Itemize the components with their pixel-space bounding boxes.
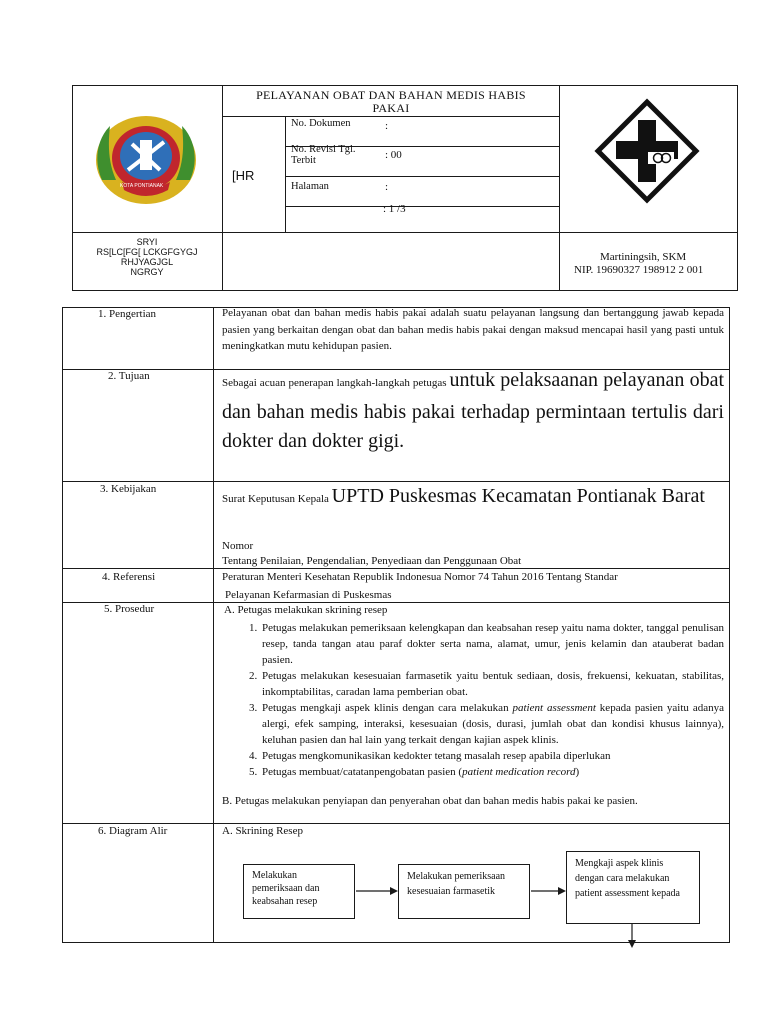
logo-caption: KOTA PONTIANAK	[120, 183, 164, 189]
section-label-prosedur: 5. Prosedur	[104, 603, 155, 615]
kebijakan-text	[222, 482, 720, 514]
document-code: [HR	[232, 168, 255, 183]
flow-box-aspek-klinis: Mengkaji aspek klinis dengan cara melakukan patient assessment kepada	[566, 851, 700, 924]
section-label-kebijakan: 3. Kebijakan	[100, 483, 157, 495]
section-label-tujuan: 2. Tujuan	[108, 370, 150, 382]
header-left-line: SRYI	[136, 237, 158, 247]
kebijakan-text-small: Surat Keputusan Kepala	[222, 493, 329, 505]
flow-box-farmasetik: Melakukan pemeriksaan kesesuaian farmasetik	[398, 864, 530, 919]
document-title: PELAYANAN OBAT DAN BAHAN MEDIS HABIS PAKAI	[256, 88, 526, 115]
diagram-heading: A. Skrining Resep	[222, 825, 303, 837]
prosedur-text-b: B. Petugas melakukan penyiapan dan penyerahan obat dan bahan medis habis pakai ke pasien.	[222, 795, 638, 807]
field-revisi-label: No. Revisi Tgl. Terbit	[291, 144, 356, 166]
kebijakan-nomor: Nomor	[222, 540, 254, 552]
section-label-diagram: 6. Diagram Alir	[98, 825, 168, 837]
pengertian-text: Pelayanan obat dan bahan medis habis pakai adalah suatu pelayanan langsung dan bertanggung jawab kepada pasien yang berkaitan dengan obat dan bahan medis habis pakai dengan maksud mencapai hasil yang pasti untuk meningkatkan mutu kehidupan pasien.	[222, 307, 724, 352]
referensi-line-1: Peraturan Menteri Kesehatan Republik Indonesua Nomor 74 Tahun 2016 Tentang Standar	[222, 571, 618, 583]
city-emblem-logo	[88, 110, 204, 210]
kebijakan-tentang: Tentang Penilaian, Pengendalian, Penyediaan dan Penggunaan Obat	[222, 555, 522, 567]
field-no-dokumen-value: :	[385, 120, 389, 132]
prosedur-steps	[216, 620, 724, 780]
signatory-name: Martiningsih, SKM	[600, 251, 687, 263]
health-cross-logo	[594, 98, 700, 204]
list-item: 5. Petugas membuat/catatanpengobatan pasien (patient medication record)	[260, 764, 724, 780]
field-halaman-value: :	[385, 181, 389, 193]
tujuan-text-large: untuk pelaksaanan pelayanan obat dan bahan medis habis pakai terhadap permintaan tertulis dari dokter dan dokter gigi.	[222, 369, 725, 452]
list-item: 1. Petugas melakukan pemeriksaan kelengkapan dan keabsahan resep yaitu nama dokter, tanggal penulisan resep, tanda tangan atau paraf dokter serta nama, alamat, umur, jenis kelamin dan atauberat badan pasien.	[260, 620, 724, 668]
field-halaman-label: Halaman	[291, 181, 329, 192]
header-left-line: RHJYAGJGL	[120, 257, 174, 267]
section-label-pengertian: 1. Pengertian	[98, 308, 157, 320]
prosedur-heading-a: A. Petugas melakukan skrining resep	[224, 604, 388, 616]
tujuan-text-small: Sebagai acuan penerapan langkah-langkah petugas	[222, 377, 447, 389]
referensi-line-2: Pelayanan Kefarmasian di Puskesmas	[225, 589, 392, 601]
list-item: 2. Petugas melakukan kesesuaian farmasetik yaitu bentuk sediaan, dosis, frekuensi, kekuatan, stabilitas, inkomptabilitas, caradan lama pemberian obat.	[260, 668, 724, 700]
tujuan-text	[222, 366, 724, 456]
flow-box-pemeriksaan: Melakukan pemeriksaan dan keabsahan resep	[243, 864, 355, 919]
field-page-count-value: : 1 /3	[383, 203, 406, 215]
field-revisi-value: : 00	[385, 149, 402, 161]
header-left-line: NGRGY	[130, 267, 164, 277]
list-item: 4. Petugas mengkomunikasikan kedokter tetang masalah resep apabila diperlukan	[260, 748, 724, 764]
kebijakan-text-large: UPTD Puskesmas Kecamatan Pontianak Barat	[331, 485, 705, 507]
header-left-line: RS[LC[FG[ LCKGFGYGJ	[96, 247, 198, 257]
flow-arrows	[350, 860, 650, 950]
field-no-dokumen-label: No. Dokumen	[291, 118, 351, 129]
signatory-nip: NIP. 19690327 198912 2 001	[574, 264, 704, 276]
list-item: 3. Petugas mengkaji aspek klinis dengan cara melakukan patient assessment kepada pasien yaitu adanya alergi, efek samping, interaksi, kesesuaian (dosis, durasi, jumlah obat dan kondisi khusus lainnya), keluhan pasien dan hal lain yang terkait dengan kajian aspek klinis.	[260, 700, 724, 748]
section-label-referensi: 4. Referensi	[102, 571, 156, 583]
